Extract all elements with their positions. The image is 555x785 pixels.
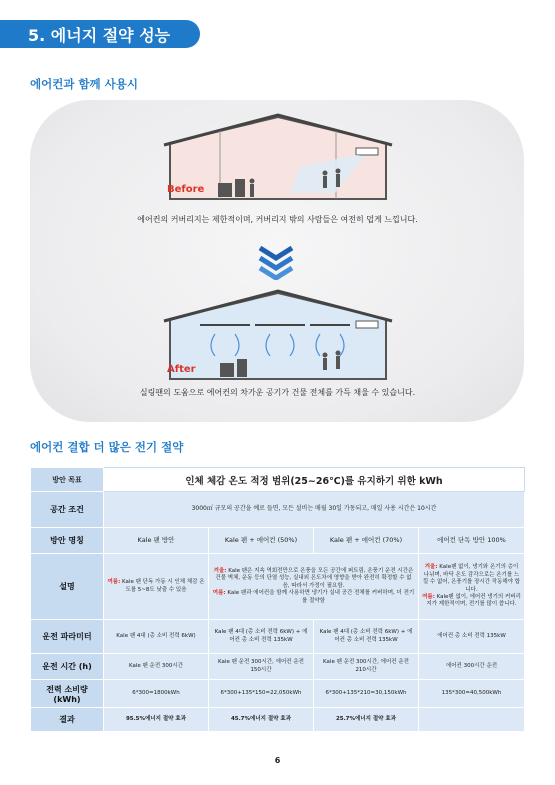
chevron-down-icon <box>256 244 296 280</box>
param-cell: 에어컨 총 소비 전력 135kW <box>419 620 525 654</box>
space-label: 공간 조건 <box>31 492 104 528</box>
power-cell: 6*300=1800kWh <box>104 680 209 708</box>
result-cell: 45.7%에너지 절약 효과 <box>209 708 314 732</box>
section-title: 5. 에너지 절약 성능 <box>28 26 171 45</box>
summer-tag: 여름: <box>422 593 435 600</box>
plan-name: 에어컨 단독 방안 100% <box>419 528 525 554</box>
goal-text: 인체 체감 온도 적정 범위(25~26℃)를 유지하기 위한 kWh <box>104 468 525 492</box>
time-label: 운전 시간 (h) <box>31 654 104 680</box>
plan-name: Kale 팬 + 에어컨 (50%) <box>209 528 314 554</box>
desc-text: Kale팬 없이, 에어컨 냉기의 커버리지가 제한적이며, 전기를 많이 씁니다. <box>426 593 521 608</box>
power-cell: 6*300+135*210=30,150kWh <box>314 680 419 708</box>
heading-power-saving: 에어컨 결합 더 많은 전기 절약 <box>30 440 184 454</box>
table-row <box>31 654 525 680</box>
time-cell: 에어컨 300시간 운전 <box>419 654 525 680</box>
time-cell: Kale 팬 운전 300시간, 에어컨 운전 150시간 <box>209 654 314 680</box>
table-row <box>31 620 525 654</box>
power-cell: 6*300+135*150=22,050kWh <box>209 680 314 708</box>
table-row <box>31 468 525 492</box>
desc-text: Kale 팬과 에어컨을 함께 사용하면 냉기가 실내 공간 전체를 커버하며, 더 전기를 절약함 <box>225 590 415 604</box>
table-row <box>31 680 525 708</box>
before-label: Before <box>167 184 205 195</box>
desc-text: Kale팬 없이, 냉기와 온기의 층이 나뉘며, 바닥 온도 감각으로는 온기를 느낄 수 없어, 온풍기를 장시간 작동해야 합니다. <box>422 564 521 593</box>
caption-after: 실링팬의 도움으로 에어컨의 차가운 공기가 건물 전체를 가득 채울 수 있습니다. <box>139 388 416 397</box>
heading-with-aircon: 에어컨과 함께 사용시 <box>30 77 138 91</box>
name-label: 방안 명칭 <box>31 528 104 554</box>
page-number: 6 <box>274 756 281 765</box>
space-text: 3000㎡ 규모의 공간을 예로 들면, 모든 설비는 매월 30일 가동되고, 매일 사용 시간은 10시간 <box>104 492 525 528</box>
param-cell: Kale 팬 4대 (총 소비 전력 6kW) + 에어컨 총 소비 전력 135kW <box>209 620 314 654</box>
table-row <box>31 492 525 528</box>
summer-tag: 여름: <box>212 590 226 597</box>
desc-cell <box>419 554 525 620</box>
table-row <box>31 528 525 554</box>
goal-label: 방안 목표 <box>31 468 104 492</box>
summer-tag: 여름: <box>107 579 121 586</box>
param-cell: Kale 팬 4대 (총 소비 전력 6kW) + 에어컨 총 소비 전력 135kW <box>314 620 419 654</box>
desc-label: 설명 <box>31 554 104 620</box>
desc-cell <box>104 554 209 620</box>
param-cell: Kale 팬 4대 (총 소비 전력 6kW) <box>104 620 209 654</box>
desc-text: Kale 팬 단독 가동 시 인체 체감 온도를 5~8도 낮출 수 있음 <box>120 579 205 593</box>
plan-name: Kale 팬 + 에어컨 (70%) <box>314 528 419 554</box>
param-label: 운전 파라미터 <box>31 620 104 654</box>
section-banner <box>0 20 200 48</box>
result-cell: 95.5%에너지 절약 효과 <box>104 708 209 732</box>
desc-text: Kale 팬은 지속 역회전만으로 온풍을 모든 공간에 퍼트림, 온풍기 운전 시간은 건물 벽체, 운동 등의 단열 성능, 실내외 온도차에 영향을 받아 완전히 확정할 수 없음, 따라서 가정이 필요함. <box>215 567 414 589</box>
table-row <box>31 708 525 732</box>
power-cell: 135*300=40,500kWh <box>419 680 525 708</box>
desc-cell <box>209 554 419 620</box>
result-cell: 25.7%에너지 절약 효과 <box>314 708 419 732</box>
winter-tag: 겨울: <box>213 567 227 574</box>
caption-before: 에어컨의 커버리지는 제한적이며, 커버리지 밖의 사람들은 여전히 덥게 느낍니다. <box>137 215 418 224</box>
time-cell: Kale 팬 운전 300시간 <box>104 654 209 680</box>
power-label: 전력 소비량(kWh) <box>31 680 104 708</box>
energy-saving-table <box>30 467 525 732</box>
result-label: 결과 <box>31 708 104 732</box>
plan-name: Kale 팬 방안 <box>104 528 209 554</box>
after-label: After <box>167 364 196 375</box>
winter-tag: 겨울: <box>424 564 438 571</box>
result-cell <box>419 708 525 732</box>
table-row <box>31 554 525 620</box>
time-cell: Kale 팬 운전 300시간, 에어컨 운전 210시간 <box>314 654 419 680</box>
